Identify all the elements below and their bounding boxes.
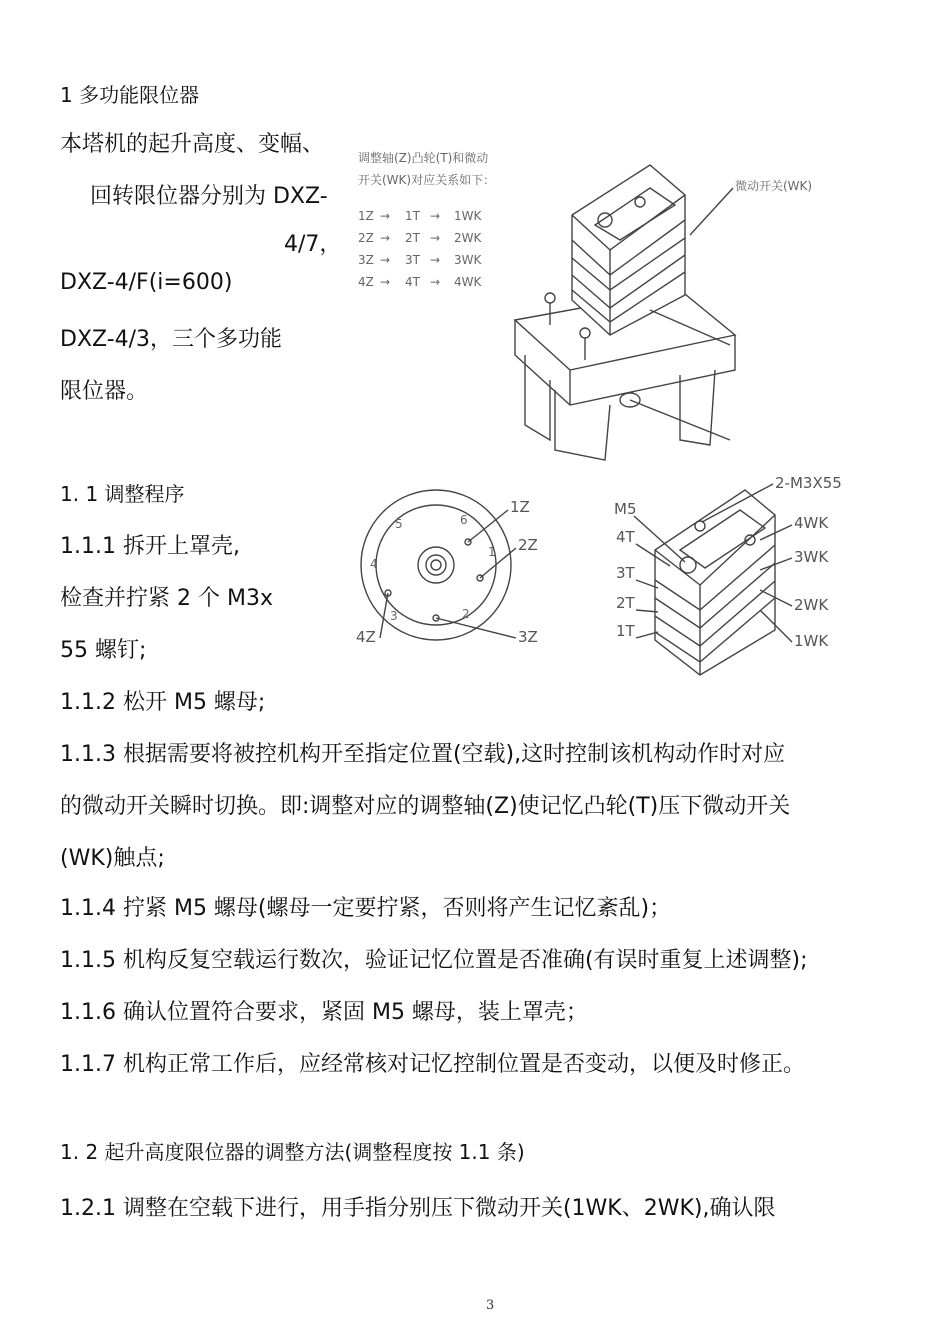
svg-text:→: → [380,209,391,223]
svg-text:1Z: 1Z [358,209,374,223]
svg-text:2-M3X55: 2-M3X55 [775,474,842,492]
figure1-legend-row [358,253,483,267]
section-heading-1-1: 1. 1 调整程序 [60,482,185,506]
svg-text:5: 5 [395,517,403,531]
step-1-1-1-line-1: 1.1.1 拆开上罩壳, [60,534,240,559]
dial-label-2z: 2Z [518,536,538,554]
step-1-1-4: 1.1.4 拧紧 M5 螺母(螺母一定要拧紧，否则将产生记忆紊乱)； [60,896,672,921]
svg-text:→: → [380,231,391,245]
figure1-legend-title-1: 调整轴(Z)凸轮(T)和微动 [358,151,489,165]
intro-line-5: DXZ-4/3，三个多功能 [60,327,283,352]
step-1-1-7: 1.1.7 机构正常工作后，应经常核对记忆控制位置是否变动，以便及时修正。 [60,1052,805,1077]
step-1-1-6: 1.1.6 确认位置符合要求，紧固 M5 螺母，装上罩壳； [60,1000,588,1025]
step-1-2-1: 1.2.1 调整在空载下进行，用手指分别压下微动开关(1WK、2WK),确认限 [60,1196,776,1221]
svg-text:4WK: 4WK [454,275,482,289]
svg-text:2Z: 2Z [358,231,374,245]
svg-text:3: 3 [390,609,398,623]
dial-label-3z: 3Z [518,628,538,646]
svg-text:4WK: 4WK [794,514,829,532]
svg-text:2: 2 [462,607,470,621]
svg-text:2T: 2T [616,594,635,612]
intro-line-3: 4/7， [284,232,342,257]
figure1-legend-title-2: 开关(WK)对应关系如下： [358,173,496,187]
limiter-assembly-figure [350,140,813,465]
svg-text:→: → [430,275,441,289]
svg-text:2WK: 2WK [794,596,829,614]
intro-line-1: 本塔机的起升高度、变幅、 [60,132,325,157]
step-1-1-2: 1.1.2 松开 M5 螺母; [60,690,266,715]
step-1-1-1-line-3: 55 螺钉; [60,638,147,663]
svg-text:3T: 3T [405,253,420,267]
intro-line-2: 回转限位器分别为 DXZ- [90,184,328,209]
intro-line-4: DXZ-4/F(i=600) [60,270,233,295]
step-1-1-5: 1.1.5 机构反复空载运行数次，验证记忆位置是否准确(有误时重复上述调整); [60,948,808,973]
svg-text:→: → [430,231,441,245]
dial-label-1z: 1Z [510,498,530,516]
svg-text:→: → [430,253,441,267]
svg-text:→: → [380,275,391,289]
svg-text:4Z: 4Z [358,275,374,289]
svg-text:2WK: 2WK [454,231,482,245]
step-1-1-3-line-2: 的微动开关瞬时切换。即:调整对应的调整轴(Z)使记忆凸轮(T)压下微动开关 [60,794,791,819]
step-1-1-1-line-2: 检查并拧紧 2 个 M3x [60,586,273,611]
page-number: 3 [486,1298,495,1313]
figure1-legend-row [358,231,483,245]
switch-stack-figure [610,470,855,685]
svg-text:6: 6 [460,513,468,527]
svg-text:3T: 3T [616,564,635,582]
figure1-legend-row [358,209,483,223]
svg-text:1T: 1T [405,209,420,223]
dial-label-4z: 4Z [356,628,376,646]
section-heading-1-2: 1. 2 起升高度限位器的调整方法(调整程度按 1.1 条) [60,1140,525,1164]
figure1-callout-label: 微动开关(WK) [735,179,813,193]
section-heading-1: 1 多功能限位器 [60,83,200,107]
svg-text:3WK: 3WK [794,548,829,566]
svg-text:3Z: 3Z [358,253,374,267]
svg-text:4T: 4T [616,528,635,546]
svg-text:1WK: 1WK [454,209,482,223]
svg-text:→: → [430,209,441,223]
svg-text:4: 4 [370,557,378,571]
step-1-1-3-line-1: 1.1.3 根据需要将被控机构开至指定位置(空载),这时控制该机构动作时对应 [60,742,786,767]
svg-text:4T: 4T [405,275,420,289]
svg-text:M5: M5 [614,500,637,518]
intro-line-6: 限位器。 [60,379,149,404]
step-1-1-3-line-3: (WK)触点; [60,846,165,871]
adjustment-dial-figure [350,490,550,655]
svg-text:3WK: 3WK [454,253,482,267]
svg-text:1: 1 [488,545,496,559]
svg-text:1T: 1T [616,622,635,640]
svg-text:2T: 2T [405,231,420,245]
figure1-legend-row [358,275,483,289]
svg-text:1WK: 1WK [794,632,829,650]
svg-text:→: → [380,253,391,267]
